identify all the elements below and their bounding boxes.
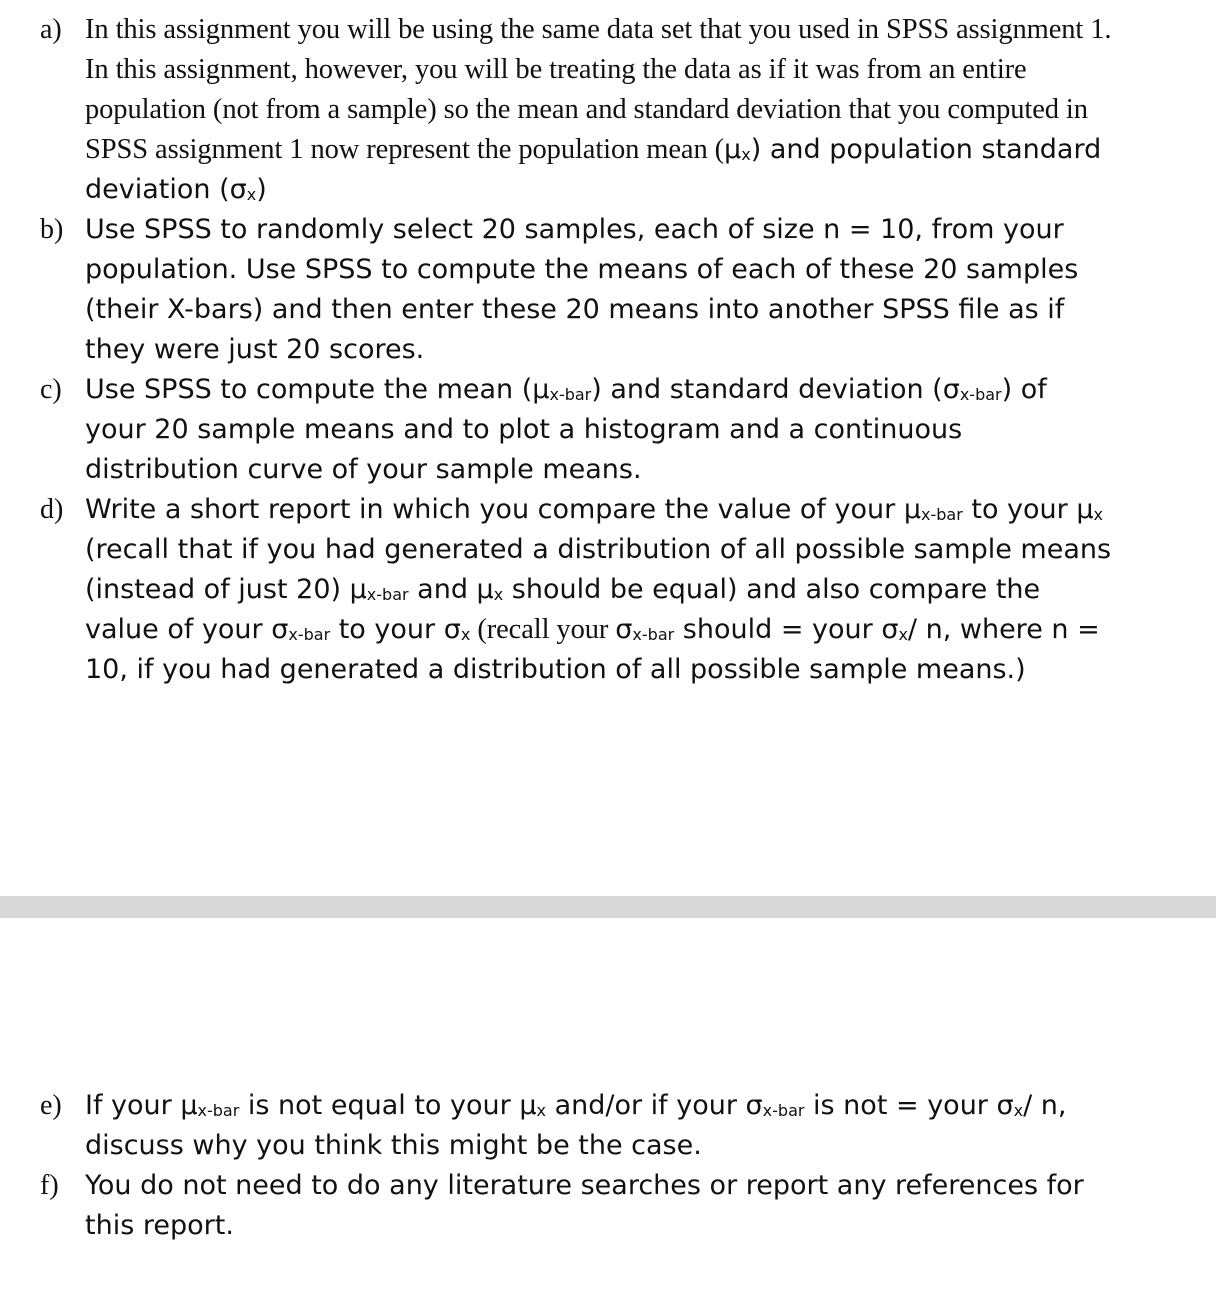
list-marker: e) — [40, 1090, 62, 1121]
list-item-text — [85, 492, 1116, 692]
text-segment: σ — [271, 614, 289, 645]
text-segment: and/or if your — [545, 1090, 746, 1121]
text-segment: is not equal to your — [239, 1090, 520, 1121]
list-item-text — [85, 12, 1116, 212]
text-segment: σ — [942, 374, 960, 405]
subscript-text: x — [493, 584, 504, 604]
text-segment: μ — [903, 494, 921, 525]
text-segment: to your — [330, 614, 444, 645]
text-segment: ) of your 20 sample means and to plot a histogram and a continuous distribution curve of your sample means. — [85, 374, 1047, 485]
text-segment: μ — [519, 1090, 537, 1121]
subscript-text: x-bar — [549, 384, 592, 404]
list-item-text — [85, 212, 1116, 372]
subscript-text: x-bar — [921, 504, 963, 524]
subscript-text: x — [536, 1100, 546, 1120]
text-segment: and — [408, 574, 477, 605]
list-item-b — [0, 212, 1216, 372]
text-segment: σ — [229, 174, 247, 205]
subscript-text: x-bar — [197, 1100, 240, 1120]
list-item-c — [0, 372, 1216, 492]
text-segment: / n, discuss why you think this might be the case. — [85, 1090, 1067, 1161]
text-segment: μ — [724, 134, 742, 165]
text-segment: σ — [443, 614, 461, 645]
text-segment: ) and population standard deviation ( — [85, 134, 1102, 205]
subscript-text: x-bar — [959, 384, 1002, 404]
text-segment: If your — [85, 1090, 181, 1121]
page-break-divider — [0, 896, 1216, 918]
text-segment: μ — [180, 1090, 198, 1121]
text-segment: σ — [745, 1090, 763, 1121]
text-segment: should = your — [674, 614, 882, 645]
assignment-list-part-2 — [0, 1088, 1216, 1248]
list-item-d — [0, 492, 1216, 692]
text-segment: (recall your — [470, 614, 616, 645]
text-segment: to your — [962, 494, 1077, 525]
subscript-text: x-bar — [366, 584, 409, 604]
list-marker: c) — [40, 374, 62, 405]
text-segment: σ — [881, 614, 899, 645]
subscript-text: x — [246, 184, 257, 204]
list-marker: b) — [40, 214, 64, 245]
list-marker: f) — [40, 1170, 59, 1201]
assignment-list-part-1 — [0, 12, 1216, 692]
text-segment: μ — [349, 574, 367, 605]
text-segment: You do not need to do any literature searches or report any references for this report. — [85, 1170, 1084, 1241]
subscript-text: x-bar — [762, 1100, 805, 1120]
list-item-text — [85, 372, 1116, 492]
subscript-text: x-bar — [288, 624, 331, 644]
text-segment: μ — [476, 574, 494, 605]
list-item-a — [0, 12, 1216, 212]
list-marker: d) — [40, 494, 64, 525]
text-segment: / n, where n = 10, if you had generated a distribution of all possible sample means.) — [85, 614, 1100, 685]
list-marker: a) — [40, 14, 62, 45]
text-segment: σ — [615, 614, 633, 645]
list-item-e — [0, 1088, 1216, 1168]
text-segment: ) and standard deviation ( — [591, 374, 943, 405]
subscript-text: x — [1093, 504, 1104, 524]
text-segment: Use SPSS to compute the mean ( — [85, 374, 533, 405]
text-segment: is not = your — [804, 1090, 997, 1121]
text-segment: μ — [1076, 494, 1094, 525]
text-segment: Use SPSS to randomly select 20 samples, each of size n = 10, from your population. Use SPSS to compute the means of each of these 20 samples (their X-bars) and then enter these 20 means into another SPSS file as if they were just 20 scores. — [85, 214, 1079, 365]
text-segment: In this assignment you will be using the same data set that you used in SPSS assignment 1. In this assignment, however, you will be treating the data as if it was from an entire population (not from a sample) so the mean and standard deviation that you computed in SPSS assignment 1 now represent the population mean ( — [85, 14, 1112, 165]
subscript-text: x-bar — [632, 624, 675, 644]
text-segment: should be equal) and also compare the value of your — [85, 574, 1041, 645]
list-item-text — [85, 1168, 1116, 1248]
text-segment: Write a short report in which you compare the value of your — [85, 494, 904, 525]
text-segment: μ — [532, 374, 550, 405]
subscript-text: x — [460, 624, 471, 644]
text-segment: ) — [256, 174, 267, 205]
list-item-text — [85, 1088, 1116, 1168]
text-segment: (recall that if you had generated a distribution of all possible sample means (instead of just 20) — [85, 534, 1112, 605]
subscript-text: x — [741, 144, 751, 164]
list-item-f — [0, 1168, 1216, 1248]
subscript-text: x — [1013, 1100, 1024, 1120]
subscript-text: x — [898, 624, 908, 644]
text-segment: σ — [996, 1090, 1014, 1121]
